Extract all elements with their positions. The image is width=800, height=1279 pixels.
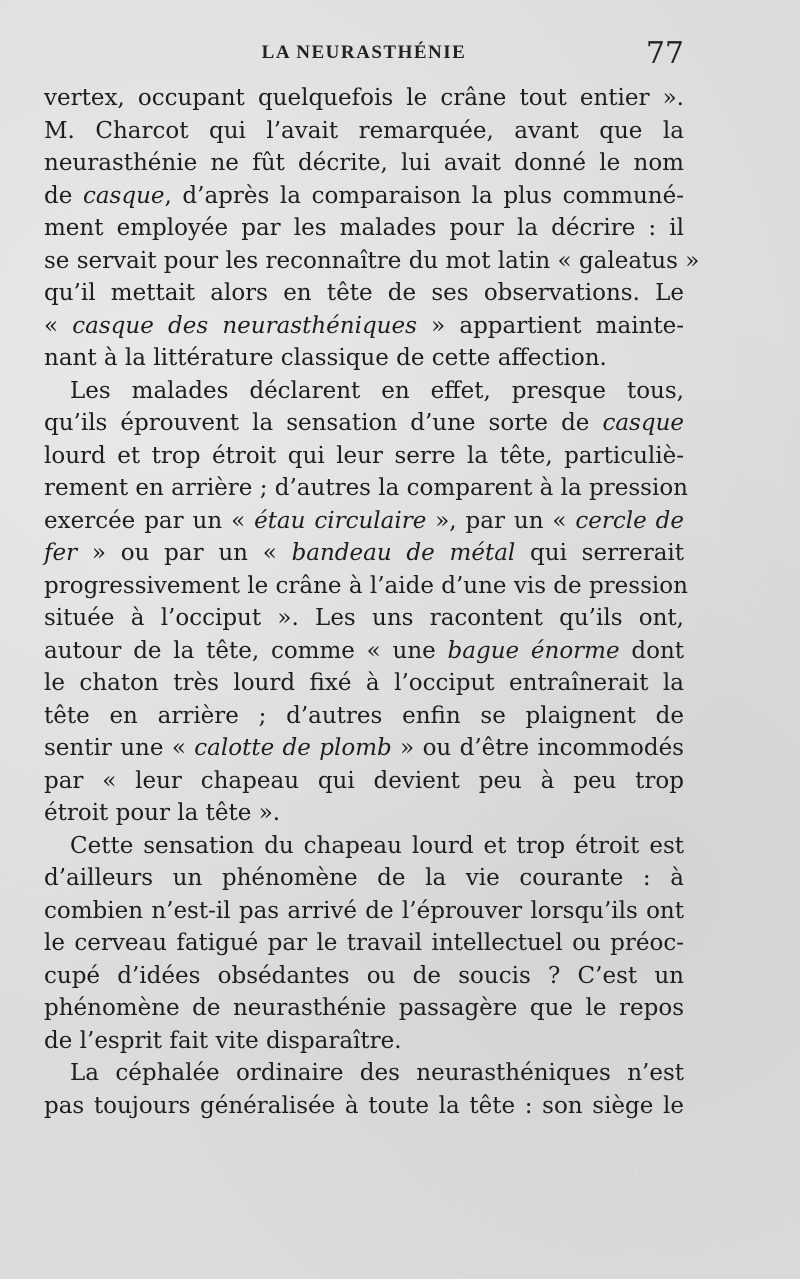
italic-text: calotte de plomb xyxy=(194,735,392,761)
text-span: progressivement le crâne à l’aide d’une vis de pression xyxy=(44,572,688,599)
text-span: située à l’occiput ». Les uns racontent qu’ils ont, xyxy=(44,605,684,631)
text-line xyxy=(44,82,684,115)
text-line xyxy=(44,927,684,960)
text-span: cupé d’idées obsédantes ou de soucis ? C’est un xyxy=(44,962,684,989)
text-span: exercée par un « xyxy=(44,507,255,534)
text-span: sentir une « xyxy=(44,735,195,761)
text-line xyxy=(44,830,684,863)
text-span: se servait pour les reconnaître du mot latin « galeatus » xyxy=(44,247,700,274)
page-number: 77 xyxy=(645,36,684,71)
text-line xyxy=(44,537,684,570)
text-line xyxy=(44,277,684,310)
text-span: de xyxy=(44,182,83,209)
text-span: rement en arrière ; d’autres la comparent à la pression xyxy=(44,475,688,501)
body-text xyxy=(44,82,700,1122)
text-line xyxy=(44,992,684,1025)
text-span: tête en arrière ; d’autres enfin se plaignent de xyxy=(44,702,684,729)
text-span: Cette sensation du chapeau lourd et trop étroit est xyxy=(70,832,684,859)
text-line xyxy=(44,310,684,343)
running-title: LA NEURASTHÉNIE xyxy=(261,42,467,63)
text-span: qu’ils éprouvent la sensation d’une sorte de xyxy=(44,410,603,436)
italic-text: bague énorme xyxy=(447,637,620,664)
text-line xyxy=(44,180,684,213)
italic-text: cercle de xyxy=(575,507,684,534)
text-line xyxy=(44,797,684,830)
text-span: » appartient mainte- xyxy=(416,312,684,339)
text-span: » ou par un « xyxy=(77,540,292,566)
text-line xyxy=(44,472,688,505)
text-line xyxy=(44,1090,684,1123)
text-span: lourd et trop étroit qui leur serre la tête, particuliè- xyxy=(44,442,684,469)
italic-text: casque xyxy=(602,410,684,436)
text-span: le chaton très lourd fixé à l’occiput entraînerait la xyxy=(44,670,684,696)
text-span: », par un « xyxy=(426,507,576,534)
text-line xyxy=(44,440,684,473)
text-line xyxy=(44,147,684,180)
italic-text: casque xyxy=(82,182,165,209)
text-line xyxy=(44,375,684,408)
text-line xyxy=(44,635,684,668)
text-line xyxy=(44,960,684,993)
text-line xyxy=(44,342,684,375)
text-line xyxy=(44,862,684,895)
text-span: « xyxy=(44,312,73,339)
text-line xyxy=(44,700,684,733)
text-line xyxy=(44,245,700,278)
text-span: , d’après la comparaison la plus communé- xyxy=(164,182,684,209)
text-span: nant à la littérature classique de cette affection. xyxy=(44,345,607,371)
text-span: pas toujours généralisée à toute la tête : son siège le xyxy=(44,1092,684,1119)
running-head xyxy=(44,38,684,72)
text-span: dont xyxy=(619,637,684,664)
text-line xyxy=(44,505,684,538)
italic-text: étau circulaire xyxy=(254,507,427,534)
text-span: » ou d’être incommodés xyxy=(391,735,684,761)
text-line xyxy=(44,570,688,603)
text-line xyxy=(44,212,684,245)
text-span: La céphalée ordinaire des neurasthéniques n’est xyxy=(70,1060,684,1086)
text-line xyxy=(44,765,684,798)
text-span: qu’il mettait alors en tête de ses observations. Le xyxy=(44,280,684,306)
text-line xyxy=(44,1057,684,1090)
italic-text: fer xyxy=(44,540,78,566)
text-span: combien n’est-il pas arrivé de l’éprouver lorsqu’ils ont xyxy=(44,897,684,924)
italic-text: casque des neurasthéniques xyxy=(72,312,417,339)
text-span: vertex, occupant quelquefois le crâne tout entier ». xyxy=(44,85,684,111)
text-span: d’ailleurs un phénomène de la vie courante : à xyxy=(44,865,684,891)
text-span: ment employée par les malades pour la décrire : il xyxy=(44,215,684,241)
text-span: Les malades déclarent en effet, presque tous, xyxy=(70,377,684,404)
text-line xyxy=(44,602,684,635)
text-span: le cerveau fatigué par le travail intellectuel ou préoc- xyxy=(44,930,684,956)
text-span: M. Charcot qui l’avait remarquée, avant que la xyxy=(44,117,684,144)
text-span: étroit pour la tête ». xyxy=(44,800,281,826)
text-span: par « leur chapeau qui devient peu à peu trop xyxy=(44,767,684,794)
italic-text: bandeau de métal xyxy=(291,540,516,566)
text-span: neurasthénie ne fût décrite, lui avait donné le nom xyxy=(44,150,684,176)
text-line xyxy=(44,895,684,928)
text-line xyxy=(44,732,684,765)
text-line xyxy=(44,407,684,440)
text-span: qui serrerait xyxy=(515,540,685,566)
text-span: autour de la tête, comme « une xyxy=(44,637,448,664)
text-span: phénomène de neurasthénie passagère que le repos xyxy=(44,995,684,1021)
text-line xyxy=(44,667,684,700)
text-line xyxy=(44,1025,684,1058)
text-line xyxy=(44,115,684,148)
text-span: de l’esprit fait vite disparaître. xyxy=(44,1027,402,1054)
